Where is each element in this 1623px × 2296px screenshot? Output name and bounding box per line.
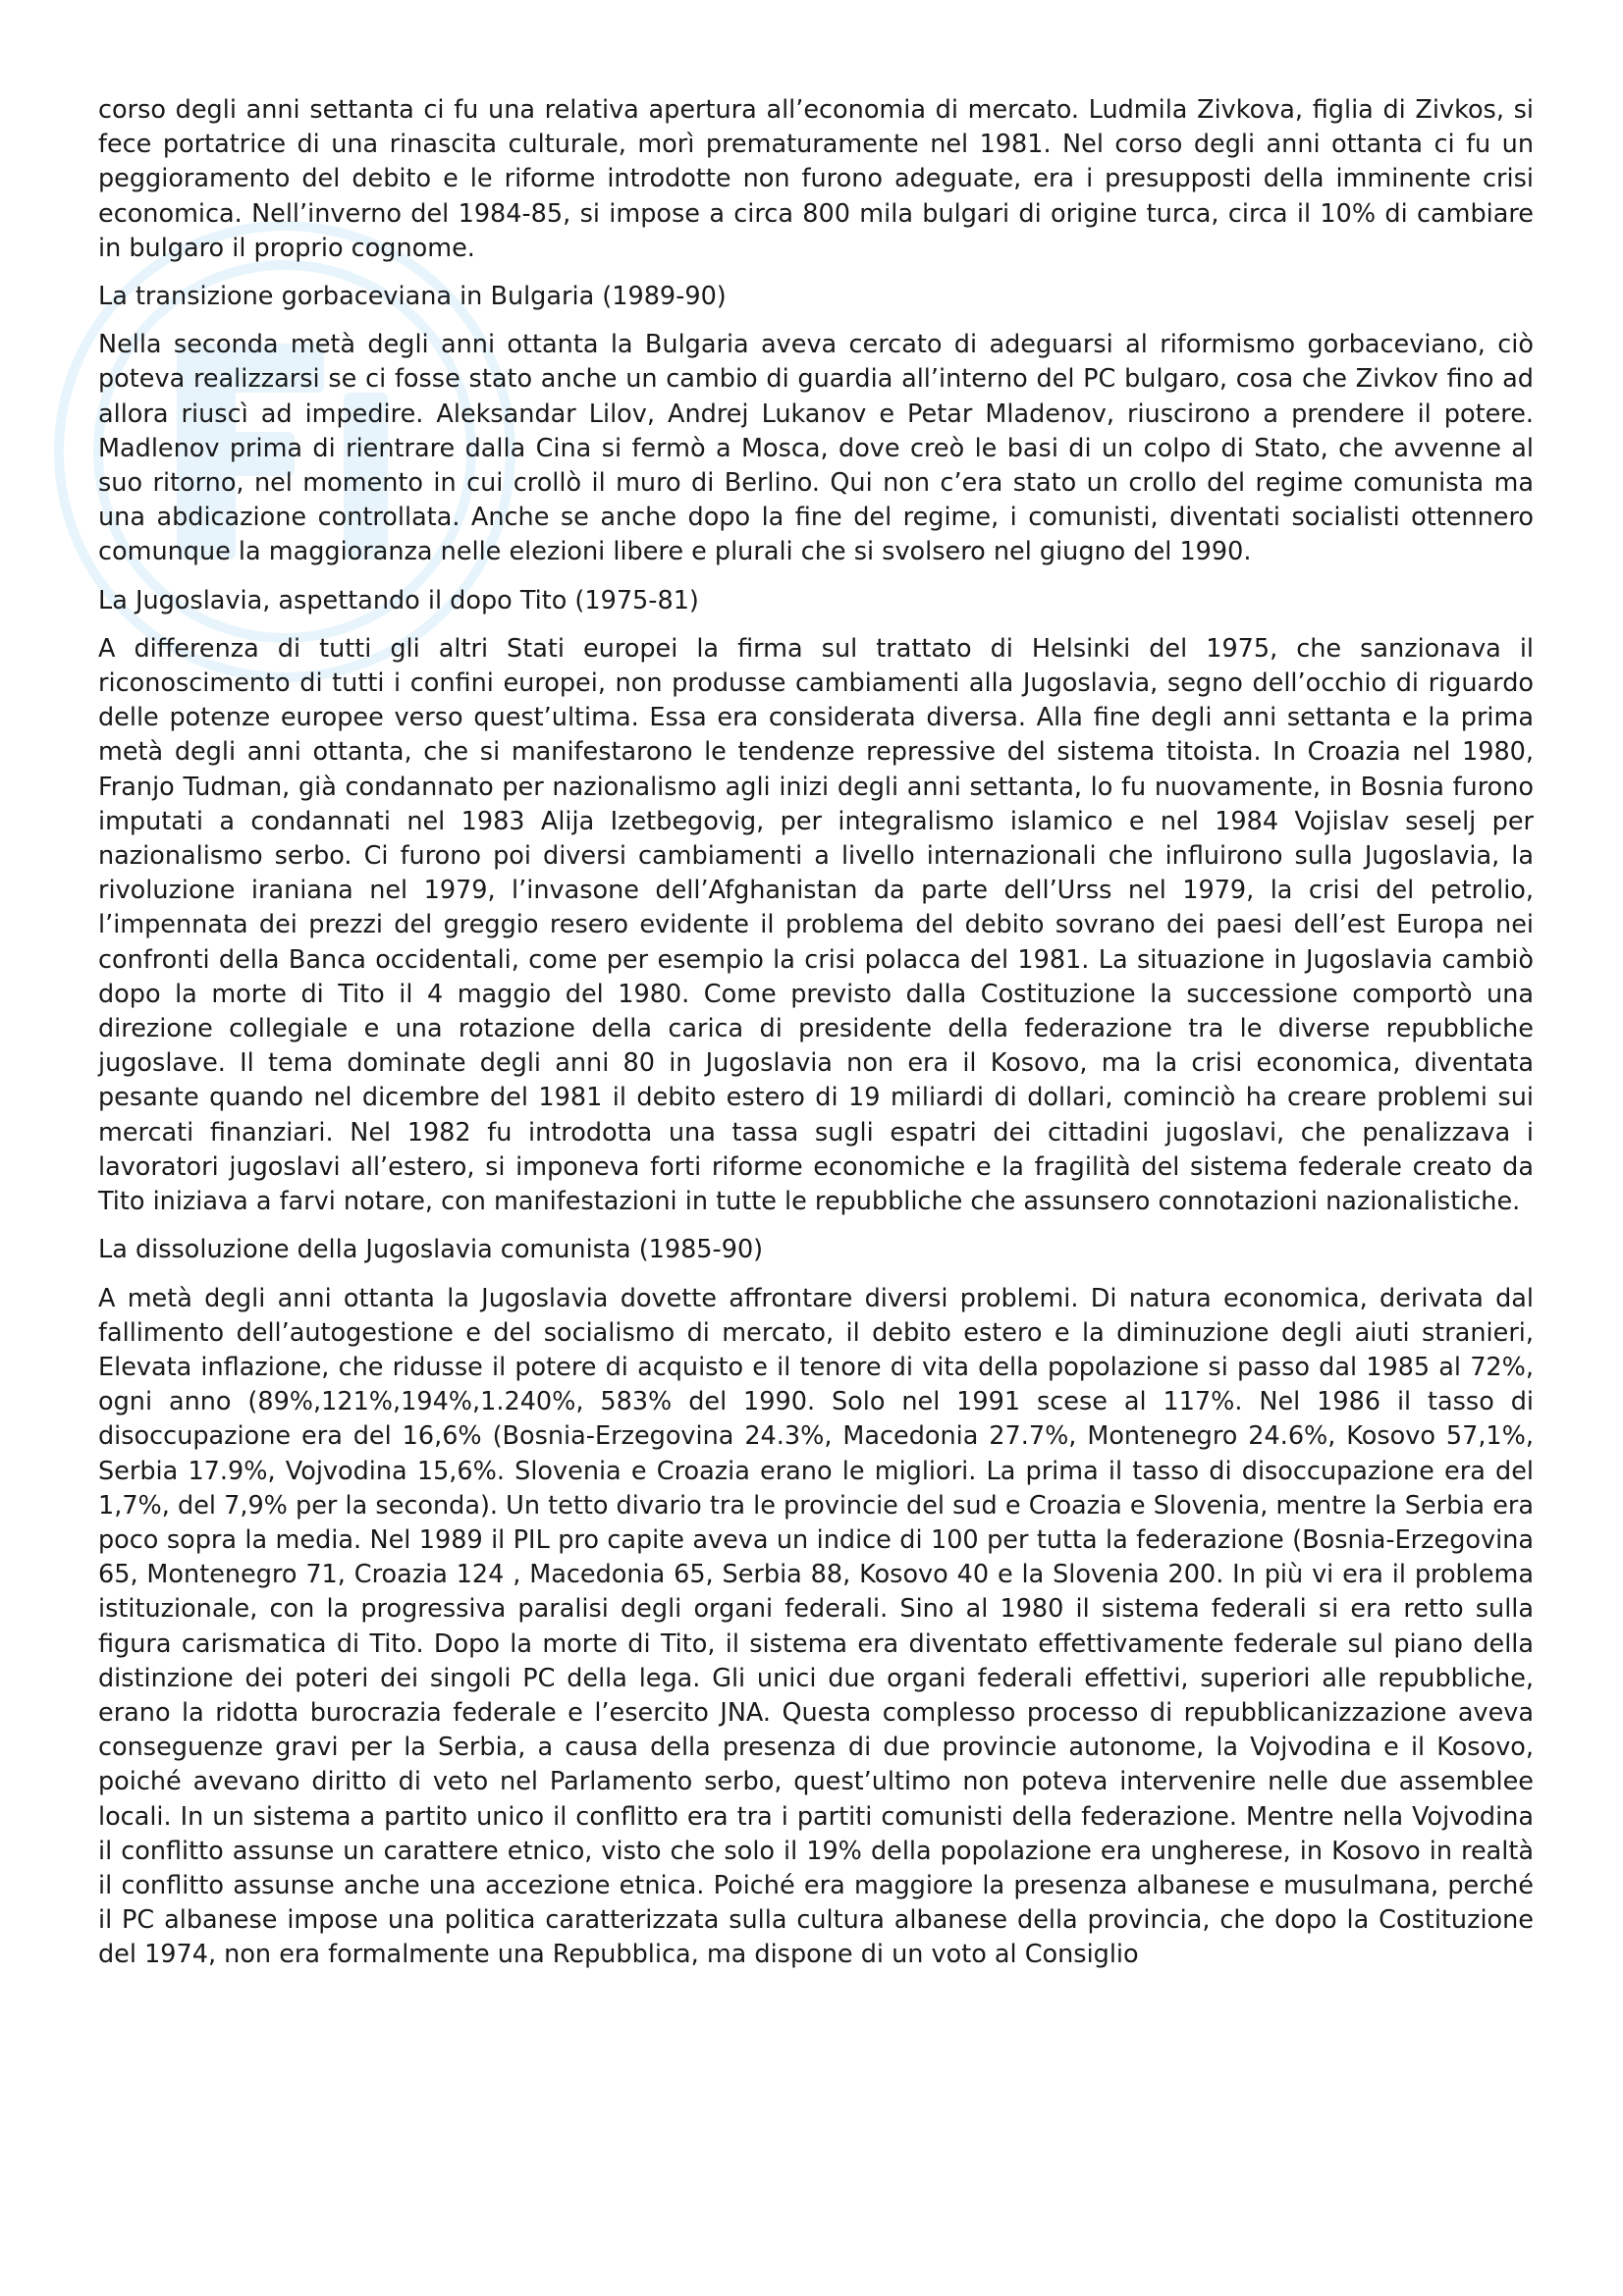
paragraph-jugoslavia-tito: A differenza di tutti gli altri Stati europei la firma sul trattato di Helsinki del 1975, che sanzionava il riconoscimento di tutti i confini europei, non produsse cambiamenti alla Jugoslavia, segno dell’occhio di riguardo delle potenze europee verso quest’ultima. Essa era considerata diversa. Alla fine degli anni settanta e la prima metà degli anni ottanta, che si manifestarono le tendenze repressive del sistema titoista. In Croazia nel 1980, Franjo Tudman, già condannato per nazionalismo agli inizi degli anni settanta, lo fu nuovamente, in Bosnia furono imputati a condannati nel 1983 Alija Izetbegovig, per integralismo islamico e nel 1984 Vojislav seselj per nazionalismo serbo. Ci furono poi diversi cambiamenti a livello internazionali che influirono sulla Jugoslavia, la rivoluzione iraniana nel 1979, l’invasone dell’Afghanistan da parte dell’Urss nel 1979, la crisi del petrolio, l’impennata dei prezzi del greggio resero evidente il problema del debito sovrano dei paesi dell’est Europa nei confronti della Banca occidentali, come per esempio la crisi polacca del 1981. La situazione in Jugoslavia cambiò dopo la morte di Tito il 4 maggio del 1980. Come previsto dalla Costituzione la successione comportò una direzione collegiale e una rotazione della carica di presidente della federazione tra le diverse repubbliche jugoslave. Il tema dominate degli anni 80 in Jugoslavia non era il Kosovo, ma la crisi economica, diventata pesante quando nel dicembre del 1981 il debito estero di 19 miliardi di dollari, cominciò ha creare problemi sui mercati finanziari. Nel 1982 fu introdotta una tassa sugli espatri dei cittadini jugoslavi, che penalizzava i lavoratori jugoslavi all’estero, si imponeva forti riforme economiche e la fragilità del sistema federale creato da Tito iniziava a farvi notare, con manifestazioni in tutte le repubbliche che assunsero connotazioni nazionalistiche. — [98, 633, 1534, 1217]
paragraph-intro: corso degli anni settanta ci fu una relativa apertura all’economia di mercato. Ludmila Zivkova, figlia di Zivkos, si fece portatrice di una rinascita culturale, morì prematuramente nel 1981. Nel corso degli anni ottanta ci fu un peggioramento del debito e le riforme introdotte non furono adeguate, era i presupposti della imminente crisi economica. Nell’inverno del 1984-85, si impose a circa 800 mila bulgari di origine turca, circa il 10% di cambiare in bulgaro il proprio cognome. — [98, 95, 1534, 263]
paragraph-bulgaria: Nella seconda metà degli anni ottanta la Bulgaria aveva cercato di adeguarsi al riformismo gorbaceviano, ciò poteva realizzarsi se ci fosse stato anche un cambio di guardia all’interno del PC bulgaro, cosa che Zivkov fino ad allora riuscì ad impedire. Aleksandar Lilov, Andrej Lukanov e Petar Mladenov, riuscirono a prendere il potere. Madlenov prima di rientrare dalla Cina si fermò a Mosca, dove creò le basi di un colpo di Stato, che avvenne al suo ritorno, nel momento in cui crollò il muro di Berlino. Qui non c’era stato un crollo del regime comunista ma una abdicazione controllata. Anche se anche dopo la fine del regime, i comunisti, diventati socialisti ottennero comunque la maggioranza nelle elezioni libere e plurali che si svolsero nel giugno del 1990. — [98, 330, 1534, 567]
document-page — [98, 93, 1534, 1987]
section-heading-bulgaria: La transizione gorbaceviana in Bulgaria (1989-90) — [98, 282, 727, 312]
section-heading-jugoslavia-tito: La Jugoslavia, aspettando il dopo Tito (1975-81) — [98, 585, 699, 615]
section-heading-dissoluzione: La dissoluzione della Jugoslavia comunista (1985-90) — [98, 1235, 764, 1265]
paragraph-dissoluzione: A metà degli anni ottanta la Jugoslavia dovette affrontare diversi problemi. Di natura economica, derivata dal fallimento dell’autogestione e del socialismo di mercato, il debito estero e la diminuzione degli aiuti stranieri, Elevata inflazione, che ridusse il potere di acquisto e il tenore di vita della popolazione si passo dal 1985 al 72%, ogni anno (89%,121%,194%,1.240%, 583% del 1990. Solo nel 1991 scese al 117%. Nel 1986 il tasso di disoccupazione era del 16,6% (Bosnia-Erzegovina 24.3%, Macedonia 27.7%, Montenegro 24.6%, Kosovo 57,1%, Serbia 17.9%, Vojvodina 15,6%. Slovenia e Croazia erano le migliori. La prima il tasso di disoccupazione era del 1,7%, del 7,9% per la seconda). Un tetto divario tra le provincie del sud e Croazia e Slovenia, mentre la Serbia era poco sopra la media. Nel 1989 il PIL pro capite aveva un indice di 100 per tutta la federazione (Bosnia-Erzegovina 65, Montenegro 71, Croazia 124 , Macedonia 65, Serbia 88, Kosovo 40 e la Slovenia 200. In più vi era il problema istituzionale, con la progressiva paralisi degli organi federali. Sino al 1980 il sistema federali si era retto sulla figura carismatica di Tito. Dopo la morte di Tito, il sistema era diventato effettivamente federale sul piano della distinzione dei poteri dei singoli PC della lega. Gli unici due organi federali effettivi, superiori alle repubbliche, erano la ridotta burocrazia federale e l’esercito JNA. Questa complesso processo di repubblicanizzazione aveva conseguenze gravi per la Serbia, a causa della presenza di due provincie autonome, la Vojvodina e il Kosovo, poiché avevano diritto di veto nel Parlamento serbo, quest’ultimo non poteva intervenire nelle due assemblee locali. In un sistema a partito unico il conflitto era tra i partiti comunisti della federazione. Mentre nella Vojvodina il conflitto assunse un carattere etnico, visto che solo il 19% della popolazione era ungherese, in Kosovo in realtà il conflitto assunse anche una accezione etnica. Poiché era maggiore la presenza albanese e musulmana, perché il PC albanese impose una politica caratterizzata sulla cultura albanese della provincia, che dopo la Costituzione del 1974, non era formalmente una Repubblica, ma dispone di un voto al Consiglio — [98, 1283, 1534, 1970]
